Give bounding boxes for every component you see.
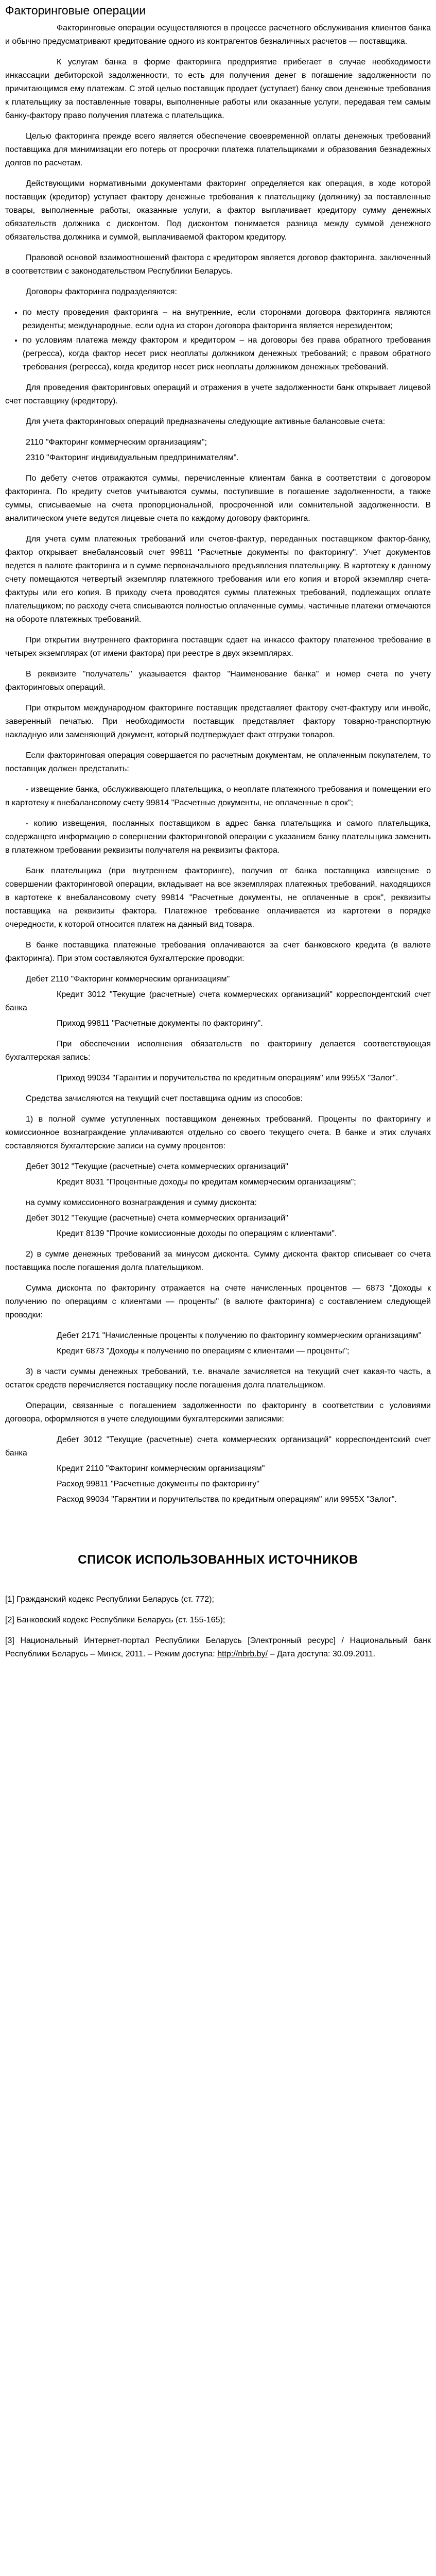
paragraph: Банк плательщика (при внутреннем факторинге), получив от банка поставщика извещение о совершении факторинговой операции, вкладывает на все экземплярах платежных требований, находящихся в картотеке к внебалансовому счету 99814 "Расчетные документы, не оплаченные в срок", реквизиты поставщика на реквизиты фактора. Платежное требование оплачивается из картотеки в порядке очередности, к которой относится платеж на данный вид товара. (5, 867, 431, 929)
paragraph: Если факторинговая операция совершается по расчетным документам, не оплаченным покупателем, то поставщик должен представить: (5, 751, 431, 773)
paragraph: Сумма дисконта по факторингу отражается на счете начисленных процентов — 6873 "Доходы к получению по операциям с клиентами — проценты" (в валюте факторинга) с составлением следующей проводки: (5, 1284, 431, 1319)
paragraph: Правовой основой взаимоотношений фактора с кредитором является договор факторинга, заключенный в соответствии с законодательством Республики Беларусь. (5, 253, 431, 276)
paragraph: - извещение банка, обслуживающего плательщика, о неоплате платежного требования и помещении его в картотеку к внебалансовому счету 99814 "Расчетные документы, не оплаченные в срок"; (5, 785, 431, 807)
entry-line: Приход 99034 "Гарантии и поручительства по кредитным операциям" или 9955Х "Залог". (57, 1074, 398, 1082)
paragraph: 3) в части суммы денежных требований, т.е. вначале зачисляется на текущий счет какая-то часть, а остаток средств перечисляется поставщику после погашения долга плательщиком. (5, 1367, 431, 1389)
entry-line: Расход 99034 "Гарантии и поручительства по кредитным операциям" или 9955Х "Залог". (57, 1495, 397, 1504)
paragraph: К услугам банка в форме факторинга предприятие прибегает в случае необходимости инкассации дебиторской задолженности, то есть для получения денег в погашение задолженности по причитающимся ему платежам. С этой целью поставщик продает (уступает) банку свои денежные требования к плательщику за поставленные товары, выполненные работы или оказанные услуги, передавая тем самым банку-фактору право получения платежа с плательщика. (5, 58, 431, 120)
sources-list (5, 1593, 431, 1661)
paragraph: Для учета сумм платежных требований или счетов-фактур, переданных поставщиком фактор-банку, фактор открывает внебалансовый счет 99811 "Расчетные документы по факторингу". Учет документов ведется в валюте факторинга и в сумме первоначального предъявления плательщику. В картотеку к данному счету помещаются четвертый экземпляр платежного требования или его копия и второй экземпляр счета-фактуры или его копия. В приходу счета проводятся суммы платежных требований, подлежащих оплате плательщиком; по расходу счета списываются полностью оплаченные суммы, частичные платежи отмечаются на обороте платежных требований. (5, 535, 431, 624)
paragraph: 2) в сумме денежных требований за минусом дисконта. Сумму дисконта фактор списывает со счета поставщика после погашения долга плательщиком. (5, 1250, 431, 1272)
entry-line: Кредит 8139 "Прочие комиссионные доходы по операциям с клиентами". (57, 1229, 337, 1238)
entry-line: Дебет 3012 "Текущие (расчетные) счета коммерческих организаций" корреспондентский счет банка (5, 1435, 431, 1458)
source-item (5, 1634, 431, 1661)
sources-heading: СПИСОК ИСПОЛЬЗОВАННЫХ ИСТОЧНИКОВ (78, 1553, 358, 1567)
entry-line: Кредит 8031 "Процентные доходы по кредитам коммерческим организациям"; (57, 1178, 356, 1187)
document-page (0, 3, 436, 1661)
paragraph: Договоры факторинга подразделяются: (26, 287, 177, 296)
entry-line: Дебет 2110 "Факторинг коммерческим организациям" (26, 975, 230, 984)
entry-line: Расход 99811 "Расчетные документы по факторингу" (57, 1480, 259, 1488)
entry-line: Приход 99811 "Расчетные документы по факторингу". (57, 1019, 263, 1028)
entry-line: Дебет 2171 "Начисленные проценты к получению по факторингу коммерческим организациям" (57, 1331, 422, 1340)
source-link[interactable]: http://nbrb.by/ (217, 1650, 268, 1658)
paragraph: - копию извещения, посланных поставщиком в адрес банка плательщика и самого плательщика, содержащего информацию о совершении факторинговой операции с указанием банку плательщика заменить в платежном требовании реквизиты получателя на реквизиты фактора. (5, 819, 431, 855)
paragraph: Средства зачисляются на текущий счет поставщика одним из способов: (26, 1094, 303, 1103)
paragraph: Операции, связанные с погашением задолженности по факторингу в соответствии с условиями договора, оформляются в учете следующими бухгалтерскими записями: (5, 1401, 431, 1423)
paragraph: При открытии внутреннего факторинга поставщик сдает на инкассо фактору платежное требование в четырех экземплярах (от имени фактора) при реестре в двух экземплярах. (5, 636, 431, 658)
entry-line: Кредит 6873 "Доходы к получению по операциям с клиентами — проценты"; (57, 1347, 350, 1355)
list-item: • по месту проведения факторинга – на внутренние, если сторонами договора факторинга являются резиденты; международные, если одна из сторон договора факторинга является нерезидентом; (23, 306, 431, 333)
paragraph: Факторинговые операции осуществляются в процессе расчетного обслуживания клиентов банка и обычно предусматривают кредитование одного из контрагентов безналичных расчетов — поставщика. (5, 24, 431, 46)
paragraph: В реквизите "получатель" указывается фактор "Наименование банка" и номер счета по учету факторинговых операций. (5, 670, 431, 692)
entry-line: Дебет 3012 "Текущие (расчетные) счета коммерческих организаций" (26, 1214, 288, 1223)
paragraph: По дебету счетов отражаются суммы, перечисленные клиентам банка в соответствии с договором факторинга. По кредиту счетов учитываются суммы, поступившие в погашение задолженности, а также суммы, списываемые на счета пропорциональной, просроченной или сомнительной задолженности. В аналитическом учете ведутся лицевые счета по каждому договору факторинга. (5, 474, 431, 523)
page-title: Факторинговые операции (5, 4, 146, 17)
paragraph: Целью факторинга прежде всего является обеспечение своевременной оплаты денежных требований поставщика для минимизации его потерь от просрочки платежа плательщиками и образования безнадежных долгов по расчетам. (5, 132, 431, 167)
account-line: 2310 "Факторинг индивидуальным предпринимателям". (26, 453, 239, 462)
paragraph: При обеспечении исполнения обязательств по факторингу делается соответствующая бухгалтерская запись: (5, 1040, 431, 1062)
account-line: 2110 "Факторинг коммерческим организациям"; (26, 438, 207, 447)
paragraph: 1) в полной сумме уступленных поставщиком денежных требований. Проценты по факторингу и комиссионное вознаграждение уплачиваются отдельно со своего текущего счета. В банке и этих случаях составляются бухгалтерские записи на сумму процентов: (5, 1115, 431, 1150)
entry-line: Кредит 2110 "Факторинг коммерческим организациям" (57, 1464, 265, 1473)
list-item: • по условиям платежа между фактором и кредитором – на договоры без права обратного требования (регресса), когда фактор несет риск неоплаты должником денежных требований; с правом обратного требования (регресса), когда кредитор несет риск неоплаты должником денежных требований. (23, 334, 431, 374)
entry-line: Дебет 3012 "Текущие (расчетные) счета коммерческих организаций" (26, 1162, 288, 1171)
entry-line: Кредит 3012 "Текущие (расчетные) счета коммерческих организаций" корреспондентский счет банка (5, 990, 431, 1012)
contract-types-list (5, 306, 431, 374)
entry-line: на сумму комиссионного вознаграждения и сумму дисконта: (26, 1198, 257, 1207)
paragraph: При открытом международном факторинге поставщик представляет фактору счет-фактуру или инвойс, заверенный печатью. При необходимости поставщик представляет фактору товарно-транспортную накладную или заменяющий документ, который подтверждает факт отгрузки товаров. (5, 704, 431, 739)
paragraph: Действующими нормативными документами факторинг определяется как операция, в ходе которой поставщик (кредитор) уступает фактору денежные требования к плательщику (должнику) за поставленные товары, выполненные работы, оказанные услуги, а фактор выплачивает кредитору сумму денежных обязательств должника с дисконтом. Под дисконтом понимается разница между суммой денежного обязательства должника и суммой, выплачиваемой фактором кредитору. (5, 179, 431, 242)
source-item-tail: – Дата доступа: 30.09.2011. (268, 1650, 376, 1658)
paragraph: В банке поставщика платежные требования оплачиваются за счет банковского кредита (в валюте факторинга). При этом составляются бухгалтерские проводки: (5, 941, 431, 963)
source-item-text: [3] Национальный Интернет-портал Республики Беларусь [Электронный ресурс] / Национальный банк Республики Беларусь – Минск, 2011. – Режим доступа: (5, 1636, 431, 1658)
paragraph: Для учета факторинговых операций предназначены следующие активные балансовые счета: (26, 417, 386, 426)
source-item: [1] Гражданский кодекс Республики Беларусь (ст. 772); (5, 1595, 214, 1604)
source-item: [2] Банковский кодекс Республики Беларусь (ст. 155-165); (5, 1616, 225, 1624)
paragraph: Для проведения факторинговых операций и отражения в учете задолженности банк открывает лицевой счет поставщику (кредитору). (5, 383, 431, 405)
